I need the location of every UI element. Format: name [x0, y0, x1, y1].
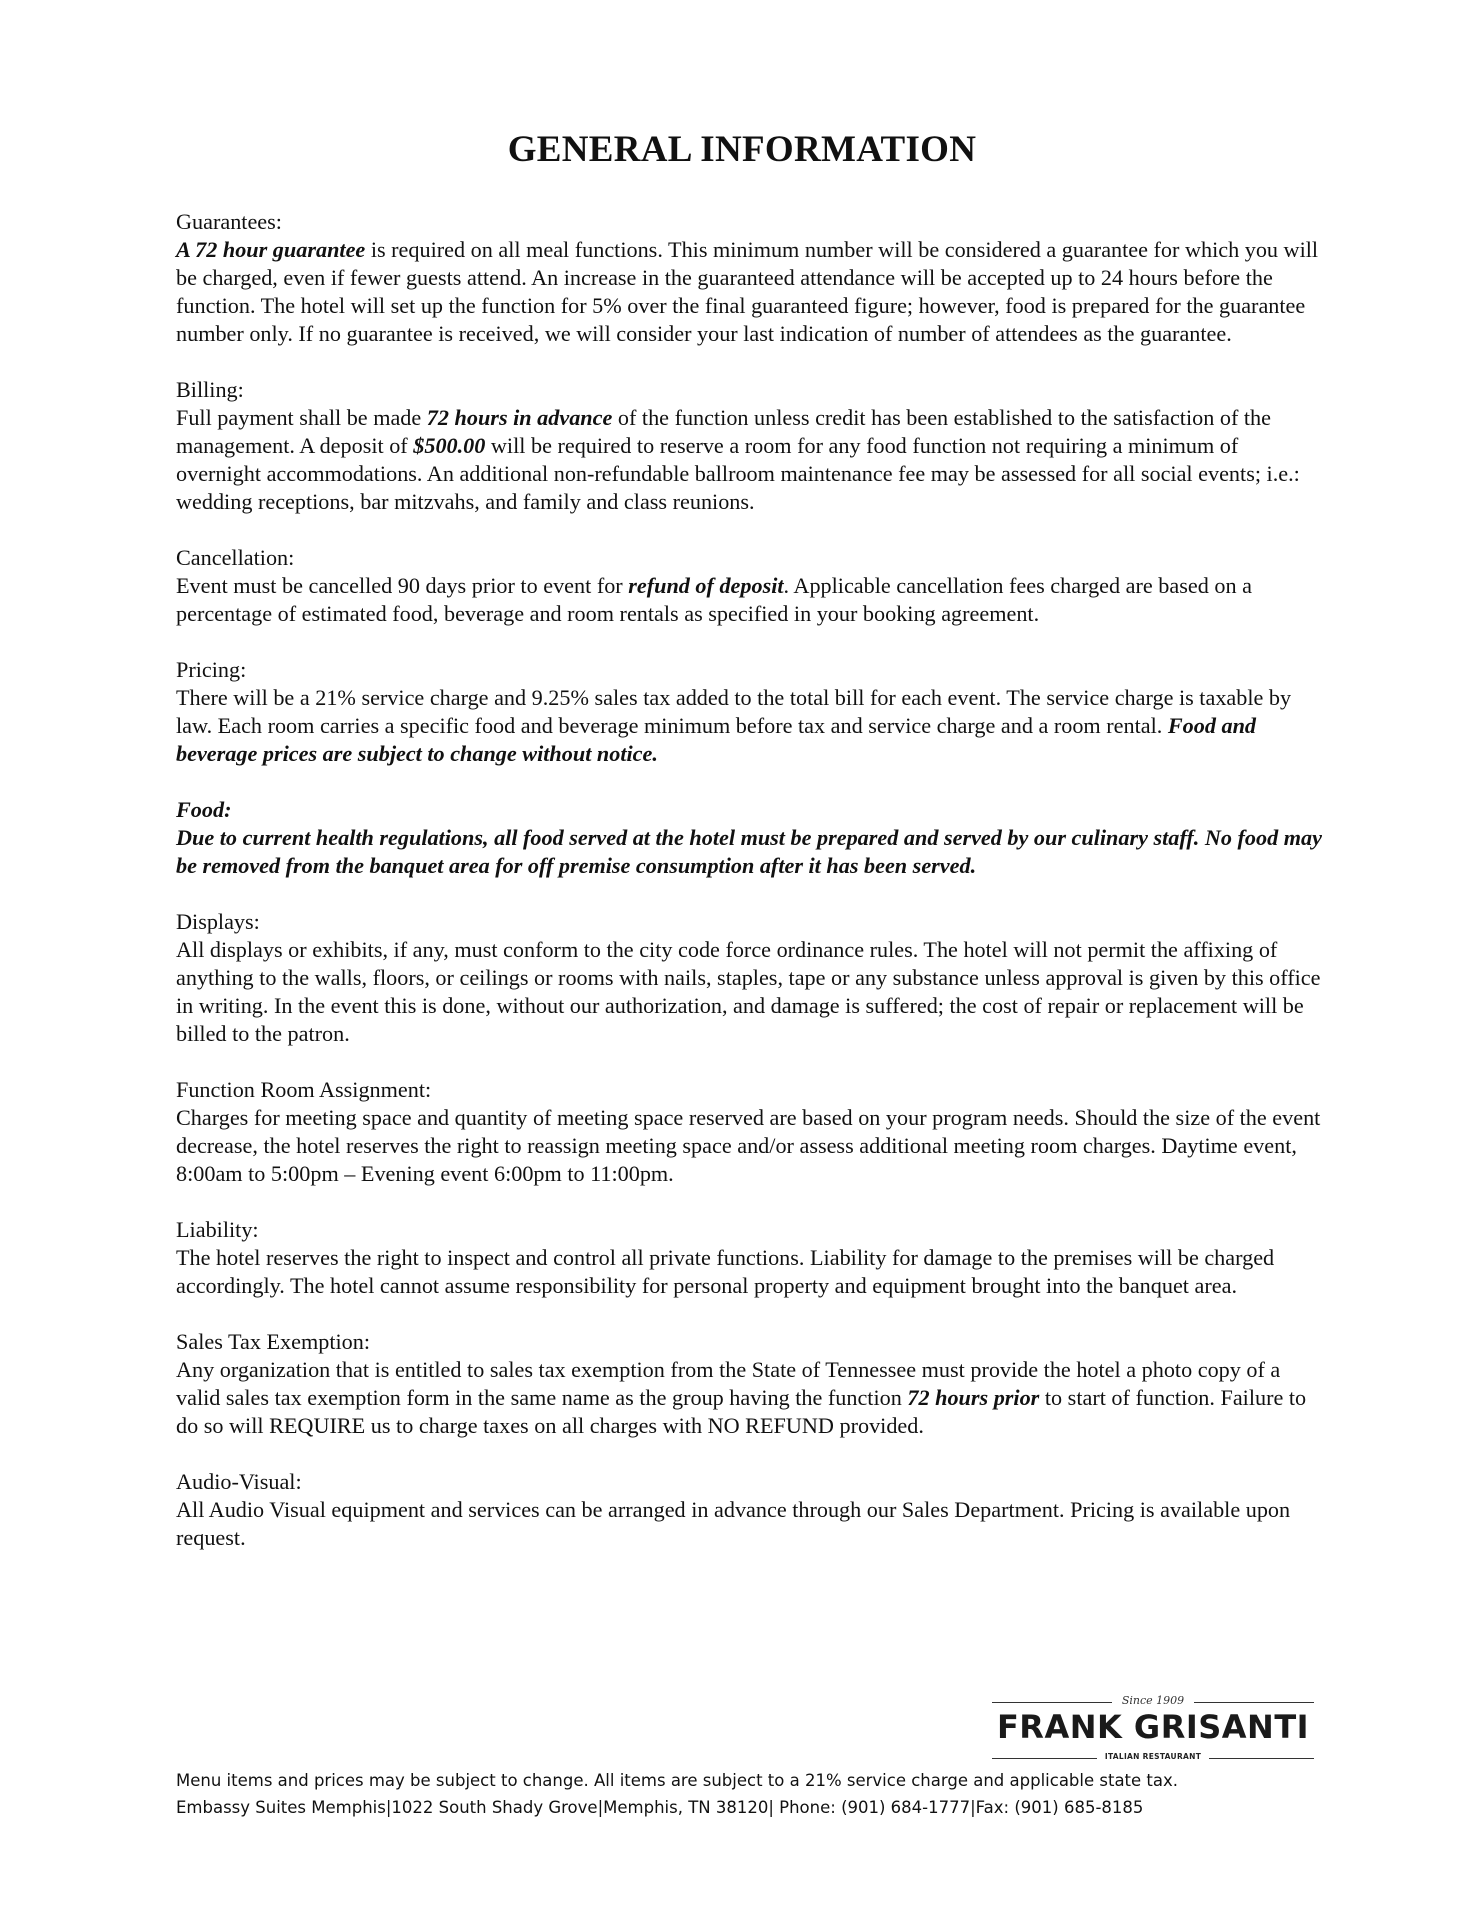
section-heading: Guarantees:	[176, 209, 282, 234]
section-liability	[176, 1216, 1326, 1300]
body-text: will be required to reserve a room for any food function not requiring a minimum of overnight accommodations. An additional non-refundable ballroom maintenance fee may be assessed for all social events; i.e.: wedding receptions, bar mitzvahs, and family and class reunions.	[176, 433, 1300, 514]
divider	[992, 1758, 1097, 1759]
emphasis-text: 72 hours prior	[907, 1385, 1040, 1410]
section-displays	[176, 908, 1326, 1048]
body-text: Full payment shall be made	[176, 405, 427, 430]
section-text	[176, 236, 1326, 348]
section-text: All displays or exhibits, if any, must conform to the city code force ordinance rules. The hotel will not permit the affixing of anything to the walls, floors, or ceilings or rooms with nails, staples, tape or any substance unless approval is given by this office in writing. In the event this is done, without our authorization, and damage is suffered; the cost of repair or replacement will be billed to the patron.	[176, 937, 1321, 1046]
section-function-room-assignment	[176, 1076, 1326, 1188]
emphasis-text: A 72 hour guarantee	[176, 237, 366, 262]
section-guarantees	[176, 208, 1326, 348]
logo-tagline: ITALIAN RESTAURANT	[1104, 1752, 1202, 1761]
body-text: There will be a 21% service charge and 9.25% sales tax added to the total bill for each event. The service charge is taxable by law. Each room carries a specific food and beverage minimum before tax and service charge and a room rental.	[176, 685, 1292, 738]
section-food	[176, 796, 1326, 880]
emphasis-text: $500.00	[413, 433, 486, 458]
page-footer	[176, 1767, 1376, 1821]
footer-contact: Embassy Suites Memphis|1022 South Shady Grove|Memphis, TN 38120| Phone: (901) 684-1777|Fax: (901) 685-8185	[176, 1798, 1144, 1817]
body-text: is required on all meal functions. This minimum number will be considered a guarantee for which you will be charged, even if fewer guests attend. An increase in the guaranteed attendance will be accepted up to 24 hours before the function. The hotel will set up the function for 5% over the final guaranteed figure; however, food is prepared for the guarantee number only. If no guarantee is received, we will consider your last indication of number of attendees as the guarantee.	[176, 237, 1319, 346]
section-text: Charges for meeting space and quantity of meeting space reserved are based on your program needs. Should the size of the event decrease, the hotel reserves the right to reassign meeting space and/or assess additional meeting room charges. Daytime event, 8:00am to 5:00pm – Evening event 6:00pm to 11:00pm.	[176, 1105, 1321, 1186]
section-heading: Sales Tax Exemption:	[176, 1329, 370, 1354]
body-text: Any organization that is entitled to sales tax exemption from the State of Tennessee must provide the hotel a photo copy of a valid sales tax exemption form in the same name as the group having the function	[176, 1357, 1281, 1410]
logo-tagline-line	[992, 1751, 1314, 1765]
section-audio-visual	[176, 1468, 1326, 1552]
section-heading: Billing:	[176, 377, 244, 402]
body-text: . Applicable cancellation fees charged are based on a percentage of estimated food, beverage and room rentals as specified in your booking agreement.	[176, 573, 1252, 626]
body-text: Event must be cancelled 90 days prior to event for	[176, 573, 629, 598]
section-text: Due to current health regulations, all food served at the hotel must be prepared and served by our culinary staff. No food may be removed from the banquet area for off premise consumption after it has been served.	[176, 825, 1322, 878]
section-heading: Food:	[176, 797, 232, 822]
section-text: The hotel reserves the right to inspect and control all private functions. Liability for damage to the premises will be charged accordingly. The hotel cannot assume responsibility for personal property and equipment brought into the banquet area.	[176, 1245, 1275, 1298]
page-title: GENERAL INFORMATION	[507, 129, 977, 170]
body-text: of the function unless credit has been established to the satisfaction of the management. A deposit of	[176, 405, 1272, 458]
section-heading: Displays:	[176, 909, 260, 934]
section-heading: Function Room Assignment:	[176, 1077, 432, 1102]
section-pricing	[176, 656, 1326, 768]
section-heading: Audio-Visual:	[176, 1469, 302, 1494]
section-text	[176, 404, 1326, 516]
document-body	[176, 208, 1326, 1580]
footer-disclaimer: Menu items and prices may be subject to change. All items are subject to a 21% service charge and applicable state tax.	[176, 1771, 1179, 1790]
divider	[992, 1702, 1112, 1703]
section-text: All Audio Visual equipment and services can be arranged in advance through our Sales Department. Pricing is available upon request.	[176, 1497, 1291, 1550]
section-billing	[176, 376, 1326, 516]
emphasis-text: 72 hours in advance	[426, 405, 613, 430]
section-sales-tax-exemption	[176, 1328, 1326, 1440]
divider	[1209, 1758, 1314, 1759]
section-text	[176, 684, 1326, 768]
section-heading: Pricing:	[176, 657, 247, 682]
section-heading: Liability:	[176, 1217, 259, 1242]
section-text	[176, 572, 1326, 628]
section-cancellation	[176, 544, 1326, 628]
emphasis-text: refund of deposit	[628, 573, 784, 598]
section-text	[176, 1356, 1326, 1440]
logo-since-text: Since 1909	[1121, 1694, 1185, 1707]
body-text: to start of function. Failure to do so will REQUIRE us to charge taxes on all charges with NO REFUND provided.	[176, 1385, 1307, 1438]
section-heading: Cancellation:	[176, 545, 295, 570]
divider	[1194, 1702, 1314, 1703]
logo-brand-name: FRANK GRISANTI	[996, 1708, 1310, 1746]
emphasis-text: Food and beverage prices are subject to change without notice.	[176, 713, 1256, 766]
frank-grisanti-logo	[992, 1694, 1314, 1768]
